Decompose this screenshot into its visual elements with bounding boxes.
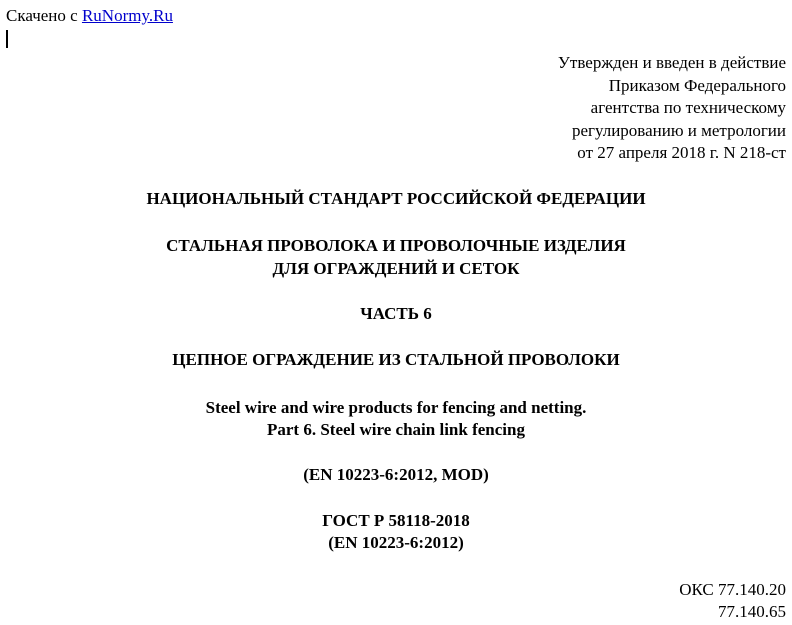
approval-block [386, 52, 786, 165]
national-standard-heading [0, 188, 792, 210]
text-cursor [6, 30, 8, 48]
oks-codes [679, 579, 786, 623]
subtitle-text: ЦЕПНОЕ ОГРАЖДЕНИЕ ИЗ СТАЛЬНОЙ ПРОВОЛОКИ [172, 350, 620, 369]
document-title [0, 234, 792, 280]
national-standard-text: НАЦИОНАЛЬНЫЙ СТАНДАРТ РОССИЙСКОЙ ФЕДЕРАЦИИ [146, 189, 646, 208]
approval-line: регулированию и метрологии [571, 120, 786, 140]
english-title [0, 397, 792, 441]
oks-line: 77.140.65 [718, 602, 786, 621]
title-line: ДЛЯ ОГРАЖДЕНИЙ И СЕТОК [272, 259, 520, 278]
part-heading [0, 303, 792, 325]
title-line: СТАЛЬНАЯ ПРОВОЛОКА И ПРОВОЛОЧНЫЕ ИЗДЕЛИЯ [166, 236, 626, 255]
runormy-link[interactable]: RuNormy.Ru [81, 6, 173, 25]
approval-line: Утвержден и введен в действие [557, 53, 786, 72]
oks-line: ОКС 77.140.20 [679, 580, 786, 599]
download-prefix: Скачено с [6, 6, 82, 25]
download-source-line [6, 6, 173, 26]
en-reference-text: (EN 10223-6:2012, MOD) [303, 465, 489, 484]
gost-number: ГОСТ Р 58118-2018 [322, 511, 470, 530]
document-subtitle [0, 349, 792, 371]
gost-designation [0, 510, 792, 554]
english-title-line: Part 6. Steel wire chain link fencing [267, 420, 525, 439]
approval-line: агентства по техническому [590, 98, 786, 117]
english-title-line: Steel wire and wire products for fencing and netting. [205, 398, 587, 417]
gost-en-equivalent: (EN 10223-6:2012) [328, 533, 464, 552]
approval-line: Приказом Федерального [608, 75, 786, 95]
en-reference [0, 464, 792, 486]
part-text: ЧАСТЬ 6 [360, 304, 432, 323]
approval-line: от 27 апреля 2018 г. N 218-ст [577, 143, 786, 162]
